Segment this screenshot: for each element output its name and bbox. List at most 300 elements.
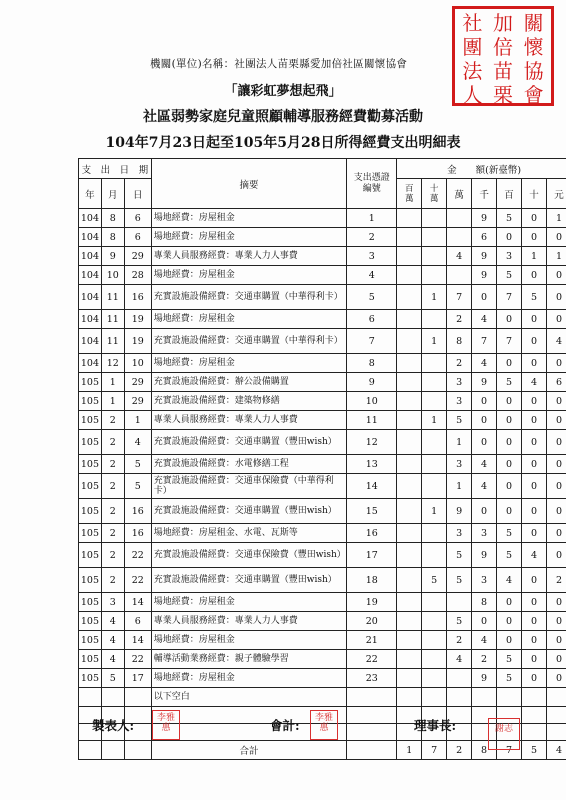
amount-digit-cell <box>397 568 422 593</box>
amount-digit-cell: 0 <box>522 593 547 612</box>
digit-header: 百萬 <box>397 179 422 209</box>
amount-digit-cell <box>397 430 422 455</box>
digit-header: 十 <box>522 179 547 209</box>
amount-digit-cell <box>397 247 422 266</box>
amount-digit-cell: 5 <box>522 285 547 310</box>
amount-digit-cell <box>447 209 472 228</box>
amount-digit-cell <box>397 266 422 285</box>
seal-character: 社 <box>462 11 483 35</box>
amount-digit-cell: 0 <box>472 612 497 631</box>
month-cell: 3 <box>101 593 124 612</box>
total-digit-cell: 5 <box>522 741 547 760</box>
amount-digit-cell: 0 <box>522 228 547 247</box>
summary-header: 摘要 <box>151 159 347 209</box>
chairman-stamp: 謝志 <box>488 718 520 750</box>
summary-cell: 充實設施設備經費：交通車保險費（豐田wish） <box>151 543 347 568</box>
amount-digit-cell <box>397 392 422 411</box>
table-row <box>79 593 566 612</box>
table-row <box>79 455 566 474</box>
year-cell: 104 <box>79 285 102 310</box>
table-row <box>79 631 566 650</box>
amount-digit-cell: 9 <box>472 247 497 266</box>
organization-name: 機關(單位)名稱：社團法人苗栗縣愛加倍社區關懷協會 <box>150 58 408 70</box>
amount-digit-cell: 4 <box>472 455 497 474</box>
amount-digit-cell: 0 <box>546 669 566 688</box>
amount-digit-cell: 3 <box>447 373 472 392</box>
blank-note-row <box>79 688 566 707</box>
amount-digit-cell: 1 <box>422 285 447 310</box>
amount-digit-cell <box>422 310 447 329</box>
digit-header: 元 <box>546 179 566 209</box>
accountant-label: 會計: <box>270 718 300 733</box>
amount-digit-cell: 5 <box>447 543 472 568</box>
seal-character: 團 <box>462 35 483 59</box>
month-cell: 2 <box>101 499 124 524</box>
month-cell: 2 <box>101 430 124 455</box>
table-row <box>79 354 566 373</box>
amount-digit-cell: 0 <box>546 593 566 612</box>
table-row <box>79 568 566 593</box>
amount-digit-cell: 0 <box>546 612 566 631</box>
day-cell: 5 <box>124 455 151 474</box>
empty-cell <box>347 707 397 724</box>
table-row <box>79 474 566 499</box>
amount-digit-cell <box>397 285 422 310</box>
voucher-cell: 13 <box>347 455 397 474</box>
year-header: 年 <box>79 179 102 209</box>
total-digit-cell: 7 <box>422 741 447 760</box>
seal-character: 加 <box>492 11 513 35</box>
amount-digit-cell: 0 <box>497 474 522 499</box>
day-cell: 19 <box>124 329 151 354</box>
amount-digit-cell: 5 <box>422 568 447 593</box>
month-cell: 9 <box>101 247 124 266</box>
year-cell: 105 <box>79 612 102 631</box>
month-cell: 4 <box>101 631 124 650</box>
summary-cell: 場地經費：房屋租金 <box>151 354 347 373</box>
year-cell: 105 <box>79 650 102 669</box>
amount-digit-cell: 0 <box>546 650 566 669</box>
amount-digit-cell <box>447 669 472 688</box>
voucher-cell: 15 <box>347 499 397 524</box>
summary-cell: 充實設施設備經費：辦公設備購置 <box>151 373 347 392</box>
amount-digit-cell: 3 <box>447 524 472 543</box>
amount-digit-cell: 5 <box>497 209 522 228</box>
slogan: 「讓彩虹夢想起飛」 <box>224 84 342 99</box>
day-cell: 16 <box>124 285 151 310</box>
amount-digit-cell: 0 <box>522 329 547 354</box>
day-header: 日 <box>124 179 151 209</box>
day-cell: 29 <box>124 392 151 411</box>
year-cell: 104 <box>79 310 102 329</box>
voucher-cell: 12 <box>347 430 397 455</box>
table-row <box>79 392 566 411</box>
amount-digit-cell: 6 <box>472 228 497 247</box>
summary-cell: 充實設施設備經費：交通車購置（豐田wish） <box>151 568 347 593</box>
year-cell: 105 <box>79 392 102 411</box>
document-subtitle: 104年7月23日起至105年5月28日所得經費支出明細表 <box>105 135 461 151</box>
day-cell: 29 <box>124 247 151 266</box>
seal-character: 關 <box>523 11 544 35</box>
empty-cell <box>101 688 124 707</box>
amount-digit-cell: 0 <box>522 209 547 228</box>
date-header: 支 出 日 期 <box>79 159 152 179</box>
empty-cell <box>472 688 497 707</box>
digit-header: 萬 <box>447 179 472 209</box>
day-cell: 14 <box>124 631 151 650</box>
chairman-label: 理事長: <box>414 718 457 733</box>
amount-digit-cell: 0 <box>522 612 547 631</box>
voucher-cell: 9 <box>347 373 397 392</box>
amount-digit-cell: 4 <box>447 650 472 669</box>
day-cell: 28 <box>124 266 151 285</box>
table-row <box>79 209 566 228</box>
amount-digit-cell <box>422 209 447 228</box>
amount-digit-cell <box>397 543 422 568</box>
amount-digit-cell: 0 <box>522 631 547 650</box>
amount-digit-cell <box>422 430 447 455</box>
table-row <box>79 499 566 524</box>
day-cell: 16 <box>124 499 151 524</box>
year-cell: 104 <box>79 329 102 354</box>
amount-digit-cell <box>397 209 422 228</box>
amount-digit-cell: 3 <box>447 455 472 474</box>
amount-digit-cell <box>422 669 447 688</box>
summary-cell: 充實設施設備經費：交通車保險費（中華得利卡） <box>151 474 347 499</box>
amount-digit-cell <box>422 392 447 411</box>
amount-digit-cell <box>422 474 447 499</box>
amount-digit-cell: 0 <box>472 430 497 455</box>
amount-digit-cell: 1 <box>546 209 566 228</box>
voucher-header: 支出憑證編號 <box>347 159 397 209</box>
amount-digit-cell <box>422 354 447 373</box>
amount-digit-cell: 0 <box>546 455 566 474</box>
empty-cell <box>397 688 422 707</box>
year-cell: 104 <box>79 247 102 266</box>
year-cell: 104 <box>79 228 102 247</box>
empty-cell <box>101 741 124 760</box>
day-cell: 6 <box>124 228 151 247</box>
seal-character: 會 <box>523 83 544 107</box>
table-row <box>79 247 566 266</box>
voucher-cell: 20 <box>347 612 397 631</box>
empty-cell <box>422 688 447 707</box>
summary-cell: 場地經費：房屋租金 <box>151 266 347 285</box>
total-digit-cell: 7 <box>497 741 522 760</box>
year-cell: 105 <box>79 543 102 568</box>
amount-digit-cell: 0 <box>522 354 547 373</box>
amount-digit-cell: 0 <box>546 392 566 411</box>
empty-cell <box>522 688 547 707</box>
amount-digit-cell: 9 <box>472 209 497 228</box>
amount-digit-cell <box>422 650 447 669</box>
total-digit-cell: 4 <box>546 741 566 760</box>
year-cell: 105 <box>79 430 102 455</box>
document-title: 社區弱勢家庭兒童照顧輔導服務經費勸募活動 <box>143 109 423 125</box>
month-cell: 8 <box>101 209 124 228</box>
amount-digit-cell: 9 <box>447 499 472 524</box>
amount-digit-cell: 4 <box>472 310 497 329</box>
table-row <box>79 669 566 688</box>
month-cell: 11 <box>101 310 124 329</box>
amount-digit-cell: 0 <box>497 455 522 474</box>
summary-cell: 充實設施設備經費：交通車購置（豐田wish） <box>151 430 347 455</box>
amount-digit-cell <box>397 593 422 612</box>
total-digit-cell: 2 <box>447 741 472 760</box>
amount-digit-cell: 0 <box>522 455 547 474</box>
summary-cell: 充實設施設備經費：水電修繕工程 <box>151 455 347 474</box>
year-cell: 105 <box>79 631 102 650</box>
day-cell: 5 <box>124 474 151 499</box>
summary-cell: 場地經費：房屋租金、水電、瓦斯等 <box>151 524 347 543</box>
amount-digit-cell: 4 <box>546 329 566 354</box>
amount-digit-cell: 5 <box>447 612 472 631</box>
voucher-cell: 14 <box>347 474 397 499</box>
empty-cell <box>79 688 102 707</box>
day-cell: 29 <box>124 373 151 392</box>
day-cell: 16 <box>124 524 151 543</box>
month-cell: 5 <box>101 669 124 688</box>
amount-digit-cell: 0 <box>546 285 566 310</box>
amount-digit-cell: 4 <box>472 474 497 499</box>
voucher-cell: 4 <box>347 266 397 285</box>
amount-digit-cell: 1 <box>546 247 566 266</box>
amount-digit-cell <box>422 612 447 631</box>
amount-digit-cell <box>397 474 422 499</box>
amount-digit-cell: 0 <box>497 631 522 650</box>
amount-digit-cell: 9 <box>472 373 497 392</box>
month-cell: 11 <box>101 329 124 354</box>
voucher-cell: 22 <box>347 650 397 669</box>
amount-digit-cell: 1 <box>422 499 447 524</box>
empty-cell <box>347 741 397 760</box>
summary-cell: 場地經費：房屋租金 <box>151 228 347 247</box>
month-cell: 2 <box>101 411 124 430</box>
summary-cell: 充實設施設備經費：交通車購置（中華得利卡） <box>151 329 347 354</box>
amount-digit-cell: 5 <box>447 568 472 593</box>
voucher-cell: 10 <box>347 392 397 411</box>
amount-digit-cell <box>422 631 447 650</box>
amount-digit-cell: 0 <box>522 499 547 524</box>
amount-digit-cell: 0 <box>522 568 547 593</box>
total-label: 合計 <box>151 741 347 760</box>
voucher-cell: 2 <box>347 228 397 247</box>
amount-digit-cell: 0 <box>546 310 566 329</box>
amount-digit-cell: 0 <box>546 474 566 499</box>
table-row <box>79 411 566 430</box>
table-row <box>79 524 566 543</box>
amount-digit-cell: 0 <box>546 411 566 430</box>
amount-digit-cell: 7 <box>447 285 472 310</box>
day-cell: 22 <box>124 543 151 568</box>
amount-digit-cell: 9 <box>472 543 497 568</box>
empty-cell <box>79 741 102 760</box>
amount-digit-cell: 0 <box>546 430 566 455</box>
amount-digit-cell <box>397 499 422 524</box>
empty-cell <box>546 724 566 741</box>
amount-digit-cell: 2 <box>546 568 566 593</box>
empty-cell <box>447 688 472 707</box>
amount-digit-cell: 0 <box>546 499 566 524</box>
day-cell: 22 <box>124 568 151 593</box>
amount-digit-cell: 0 <box>472 285 497 310</box>
empty-cell <box>347 724 397 741</box>
amount-digit-cell: 0 <box>522 411 547 430</box>
amount-digit-cell: 0 <box>546 631 566 650</box>
voucher-cell: 16 <box>347 524 397 543</box>
year-cell: 105 <box>79 499 102 524</box>
amount-digit-cell: 0 <box>497 612 522 631</box>
amount-digit-cell: 0 <box>546 524 566 543</box>
amount-digit-cell: 4 <box>522 373 547 392</box>
amount-digit-cell <box>422 543 447 568</box>
month-cell: 2 <box>101 543 124 568</box>
maker-label: 製表人: <box>92 718 135 733</box>
amount-digit-cell: 3 <box>447 392 472 411</box>
amount-digit-cell: 5 <box>497 266 522 285</box>
amount-digit-cell <box>422 524 447 543</box>
amount-digit-cell <box>397 455 422 474</box>
amount-digit-cell: 3 <box>472 568 497 593</box>
amount-digit-cell <box>422 247 447 266</box>
year-cell: 104 <box>79 266 102 285</box>
year-cell: 105 <box>79 411 102 430</box>
summary-cell: 專業人員服務經費：專業人力人事費 <box>151 411 347 430</box>
amount-digit-cell: 5 <box>497 650 522 669</box>
amount-digit-cell <box>422 228 447 247</box>
month-header: 月 <box>101 179 124 209</box>
amount-digit-cell: 5 <box>497 524 522 543</box>
table-row <box>79 543 566 568</box>
amount-digit-cell: 0 <box>497 593 522 612</box>
accountant-stamp: 李雅惠 <box>310 710 338 740</box>
voucher-cell: 19 <box>347 593 397 612</box>
amount-digit-cell <box>397 612 422 631</box>
amount-digit-cell: 0 <box>522 669 547 688</box>
amount-digit-cell <box>397 669 422 688</box>
year-cell: 105 <box>79 474 102 499</box>
amount-digit-cell: 0 <box>546 266 566 285</box>
amount-digit-cell <box>397 631 422 650</box>
amount-digit-cell: 0 <box>497 392 522 411</box>
month-cell: 1 <box>101 373 124 392</box>
amount-digit-cell: 0 <box>497 354 522 373</box>
amount-digit-cell: 1 <box>422 329 447 354</box>
month-cell: 1 <box>101 392 124 411</box>
amount-digit-cell: 4 <box>447 247 472 266</box>
amount-digit-cell <box>397 524 422 543</box>
amount-digit-cell: 0 <box>472 392 497 411</box>
amount-digit-cell: 2 <box>447 354 472 373</box>
amount-digit-cell <box>447 228 472 247</box>
amount-digit-cell: 4 <box>472 354 497 373</box>
amount-digit-cell: 8 <box>447 329 472 354</box>
seal-character: 人 <box>462 83 483 107</box>
table-row <box>79 310 566 329</box>
month-cell: 8 <box>101 228 124 247</box>
amount-digit-cell: 2 <box>472 650 497 669</box>
month-cell: 2 <box>101 474 124 499</box>
day-cell: 17 <box>124 669 151 688</box>
amount-digit-cell: 5 <box>497 669 522 688</box>
summary-cell: 場地經費：房屋租金 <box>151 631 347 650</box>
amount-digit-cell: 1 <box>447 430 472 455</box>
month-cell: 2 <box>101 568 124 593</box>
day-cell: 19 <box>124 310 151 329</box>
amount-digit-cell: 7 <box>472 329 497 354</box>
amount-digit-cell: 0 <box>522 474 547 499</box>
year-cell: 105 <box>79 568 102 593</box>
summary-cell: 充實設施設備經費：建築物修繕 <box>151 392 347 411</box>
month-cell: 12 <box>101 354 124 373</box>
summary-cell: 輔導活動業務經費：親子體驗學習 <box>151 650 347 669</box>
summary-cell: 場地經費：房屋租金 <box>151 209 347 228</box>
voucher-cell: 7 <box>347 329 397 354</box>
month-cell: 4 <box>101 650 124 669</box>
amount-digit-cell: 2 <box>447 310 472 329</box>
day-cell: 6 <box>124 209 151 228</box>
amount-digit-cell: 0 <box>472 499 497 524</box>
amount-digit-cell: 0 <box>472 411 497 430</box>
year-cell: 105 <box>79 593 102 612</box>
voucher-cell: 17 <box>347 543 397 568</box>
amount-digit-cell: 3 <box>472 524 497 543</box>
blank-note: 以下空白 <box>151 688 347 707</box>
seal-character: 栗 <box>492 83 513 107</box>
amount-digit-cell: 8 <box>472 593 497 612</box>
summary-cell: 專業人員服務經費：專業人力人事費 <box>151 612 347 631</box>
table-row <box>79 373 566 392</box>
digit-header: 十萬 <box>422 179 447 209</box>
maker-stamp: 李雅惠 <box>152 710 180 740</box>
empty-cell <box>546 707 566 724</box>
voucher-cell: 23 <box>347 669 397 688</box>
empty-cell <box>522 707 547 724</box>
amount-digit-cell: 2 <box>447 631 472 650</box>
voucher-cell: 5 <box>347 285 397 310</box>
amount-digit-cell: 0 <box>497 411 522 430</box>
table-row <box>79 329 566 354</box>
day-cell: 4 <box>124 430 151 455</box>
empty-cell <box>497 688 522 707</box>
seal-character: 苗 <box>492 59 513 83</box>
year-cell: 104 <box>79 354 102 373</box>
amount-digit-cell: 4 <box>472 631 497 650</box>
year-cell: 104 <box>79 209 102 228</box>
amount-digit-cell: 1 <box>422 411 447 430</box>
summary-cell: 充實設施設備經費：交通車購置（中華得利卡） <box>151 285 347 310</box>
amount-digit-cell: 0 <box>522 430 547 455</box>
amount-digit-cell <box>397 411 422 430</box>
amount-digit-cell: 0 <box>497 310 522 329</box>
table-row <box>79 612 566 631</box>
total-digit-cell: 1 <box>397 741 422 760</box>
month-cell: 10 <box>101 266 124 285</box>
summary-cell: 場地經費：房屋租金 <box>151 310 347 329</box>
voucher-cell: 21 <box>347 631 397 650</box>
summary-cell: 場地經費：房屋租金 <box>151 593 347 612</box>
amount-digit-cell: 0 <box>546 228 566 247</box>
summary-cell: 充實設施設備經費：交通車購置（豐田wish） <box>151 499 347 524</box>
total-digit-cell: 8 <box>472 741 497 760</box>
day-cell: 22 <box>124 650 151 669</box>
amount-digit-cell: 0 <box>497 430 522 455</box>
amount-digit-cell: 9 <box>472 669 497 688</box>
amount-digit-cell: 1 <box>447 474 472 499</box>
amount-digit-cell: 5 <box>497 543 522 568</box>
amount-digit-cell <box>422 593 447 612</box>
day-cell: 1 <box>124 411 151 430</box>
